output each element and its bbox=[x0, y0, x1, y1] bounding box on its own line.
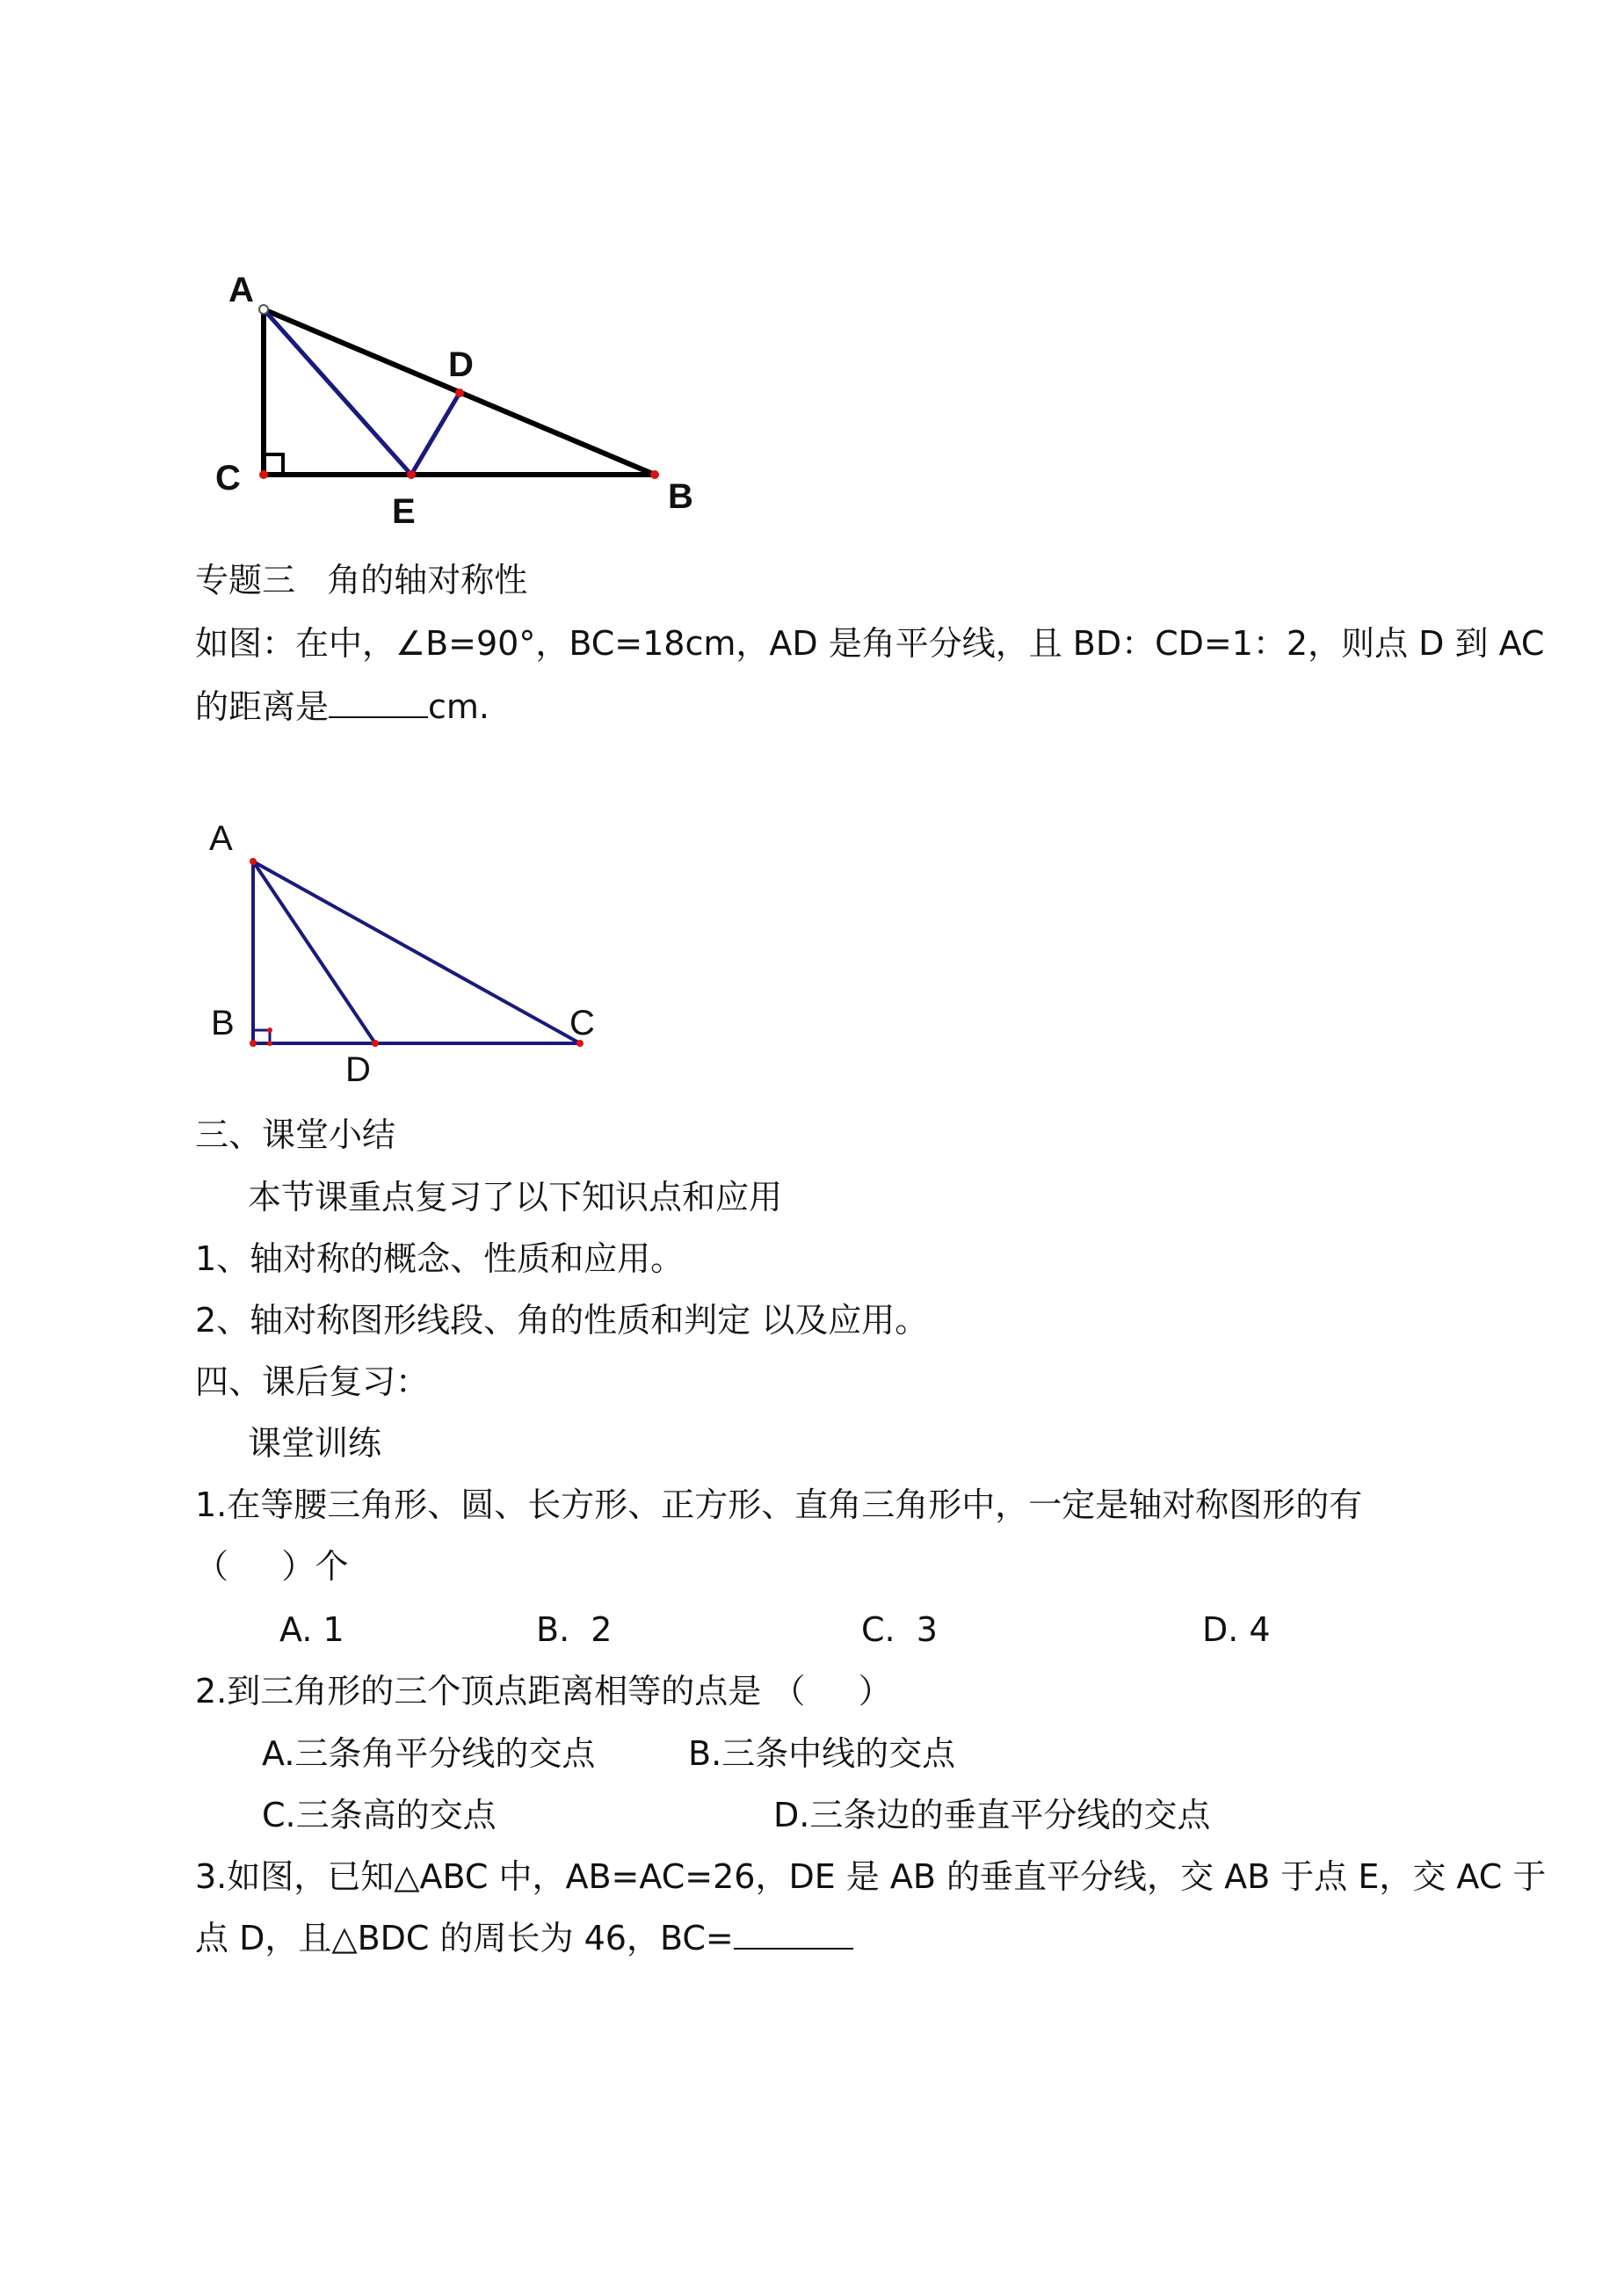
segment-ac bbox=[253, 861, 580, 1043]
point-c bbox=[259, 470, 268, 479]
point-e bbox=[407, 470, 416, 479]
label-a: A bbox=[228, 271, 254, 309]
topic3-heading: 专题三 角的轴对称性 bbox=[195, 561, 528, 599]
q-angle-line-2 bbox=[195, 687, 490, 726]
point-a bbox=[259, 305, 268, 314]
question-3-line-2 bbox=[195, 1921, 853, 1955]
label-c: C bbox=[215, 459, 241, 497]
point-b-mark-1 bbox=[267, 1028, 272, 1033]
question-3-line-1: 3.如图，已知△ABC 中，AB=AC=26，DE 是 AB 的垂直平分线，交 AB 于点 E，交 AC 于 bbox=[195, 1857, 1547, 1896]
summary-item-1: 1、轴对称的概念、性质和应用。 bbox=[195, 1239, 685, 1278]
segment-ed bbox=[411, 393, 460, 475]
label-a: A bbox=[209, 819, 233, 858]
review-heading: 四、课后复习： bbox=[195, 1362, 430, 1401]
question-1-option-d: D. 4 bbox=[1202, 1610, 1271, 1649]
point-d bbox=[455, 389, 464, 397]
label-c: C bbox=[569, 1004, 595, 1042]
answer-blank-bc bbox=[734, 1921, 853, 1950]
question-2-option-a: A.三条角平分线的交点 bbox=[262, 1734, 596, 1773]
point-b-mark-2 bbox=[267, 1041, 272, 1046]
q-angle-line-1: 如图：在中，∠B=90°，BC=18cm，AD 是角平分线，且 BD：CD=1：2，则点 D 到 AC bbox=[195, 624, 1545, 663]
question-2-option-c: C.三条高的交点 bbox=[262, 1796, 497, 1834]
label-b: B bbox=[211, 1004, 235, 1042]
answer-blank bbox=[329, 690, 428, 718]
question-1-line-1: 1.在等腰三角形、圆、长方形、正方形、直角三角形中，一定是轴对称图形的有 bbox=[195, 1485, 1363, 1524]
point-b bbox=[250, 1040, 257, 1047]
segment-ad bbox=[253, 861, 375, 1043]
question-1-option-a: A. 1 bbox=[279, 1610, 344, 1649]
question-1-option-b: B. 2 bbox=[536, 1610, 613, 1649]
question-1-line-2: （ ）个 bbox=[195, 1547, 349, 1586]
question-1-option-c: C. 3 bbox=[861, 1610, 938, 1649]
label-d: D bbox=[345, 1050, 371, 1089]
summary-heading: 三、课堂小结 bbox=[195, 1115, 396, 1154]
q-angle-text: 的距离是 bbox=[195, 687, 330, 726]
point-a bbox=[250, 858, 257, 865]
summary-item-2: 2、轴对称图形线段、角的性质和判定 以及应用。 bbox=[195, 1301, 929, 1340]
figure-2-triangle bbox=[202, 813, 624, 1094]
label-b: B bbox=[668, 477, 693, 516]
point-d bbox=[372, 1040, 379, 1047]
training-heading: 课堂训练 bbox=[248, 1424, 382, 1463]
label-d: D bbox=[448, 345, 474, 384]
question-2: 2.到三角形的三个顶点距离相等的点是 （ ） bbox=[195, 1672, 892, 1710]
label-e: E bbox=[392, 492, 416, 531]
segment-ae bbox=[264, 309, 411, 475]
question-2-option-b: B.三条中线的交点 bbox=[688, 1734, 956, 1773]
summary-intro: 本节课重点复习了以下知识点和应用 bbox=[248, 1178, 783, 1216]
q-angle-unit: cm. bbox=[428, 687, 490, 726]
point-b bbox=[650, 470, 659, 479]
figure-1-triangle bbox=[202, 259, 729, 532]
question-3-text: 点 D，且△BDC 的周长为 46，BC= bbox=[195, 1919, 734, 1957]
question-2-option-d: D.三条边的垂直平分线的交点 bbox=[773, 1796, 1211, 1834]
